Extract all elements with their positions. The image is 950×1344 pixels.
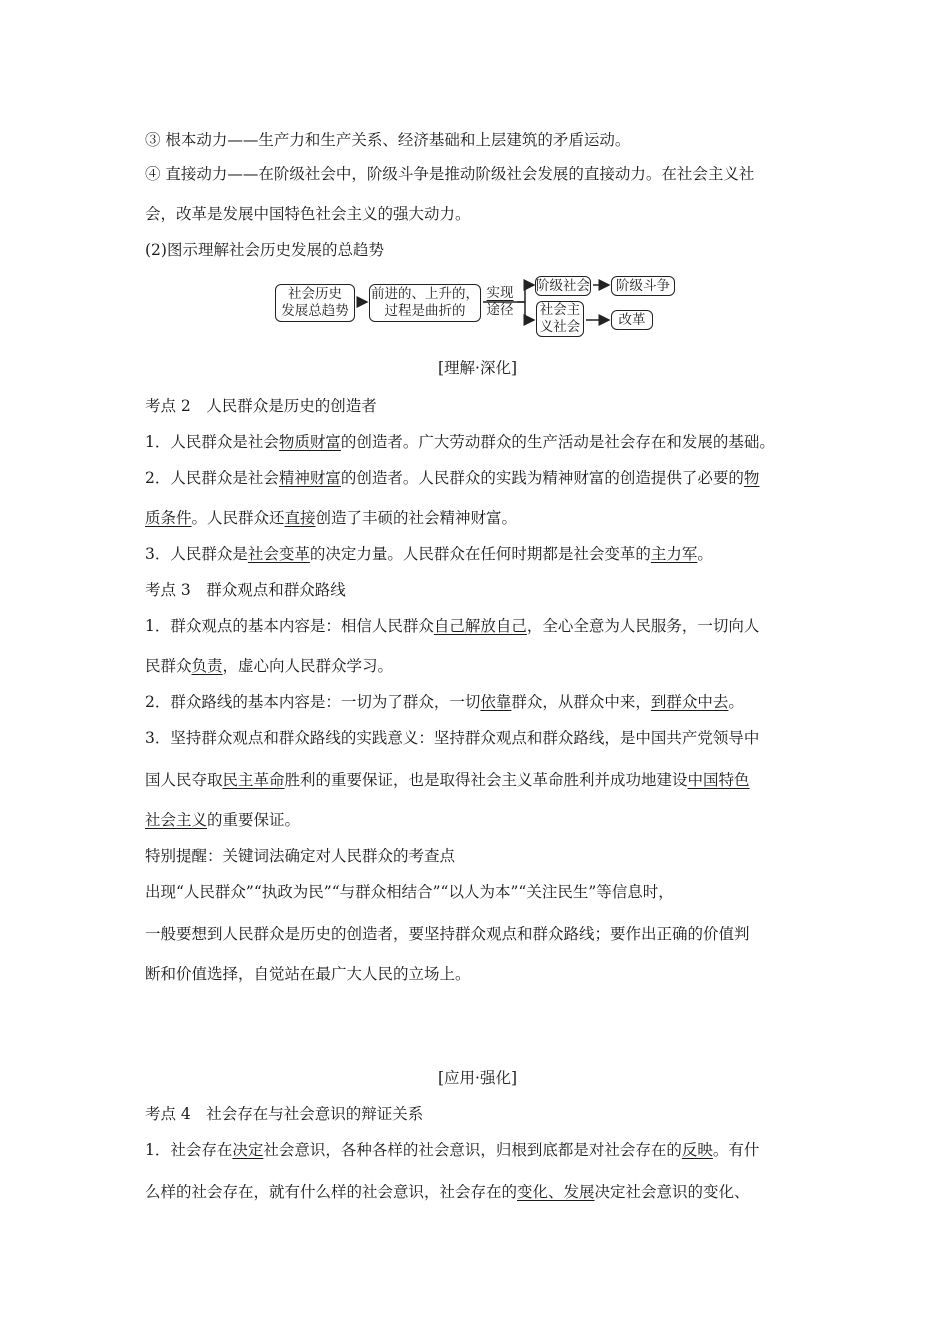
text: 的决定力量。人民群众在任何时期都是社会变革的	[309, 545, 651, 563]
text: ，虚心向人民群众学习。	[222, 657, 394, 675]
text: ④ 直接动力——在阶级社会中，阶级斗争是推动阶级社会发展的直接动力。在社会主义社	[145, 165, 755, 183]
tip-line-3	[145, 964, 471, 984]
underlined-term: 社会主义	[145, 811, 208, 829]
branch-line	[517, 285, 529, 320]
underlined-term: 变化、发展	[517, 1183, 595, 1201]
text: 阶级斗争	[616, 277, 670, 294]
text: 2．群众路线的基本内容是：一切为了群众，一切	[145, 693, 481, 711]
text: 社会意识，各种各样的社会意识，归根到底都是对社会存在的	[263, 1141, 682, 1159]
underlined-term: 质条件	[145, 509, 192, 527]
section-heading-apply	[145, 1068, 810, 1088]
box-social-history-trend	[275, 284, 355, 322]
text: 国人民夺取	[145, 771, 223, 789]
underlined-term: 自己解放自己	[433, 617, 527, 635]
text: 会，改革是发展中国特色社会主义的强大动力。	[145, 205, 471, 223]
text: 途径	[486, 302, 514, 318]
text: 出现“人民群众”“执政为民”“与群众相结合”“以人为本”“关注民生”等信息时，	[145, 883, 674, 901]
text: 的创造者。广大劳动群众的生产活动是社会存在和发展的基础。	[340, 433, 775, 451]
kp3-item-3-cont2	[145, 810, 300, 830]
text: 1．社会存在	[145, 1141, 233, 1159]
kp3-item-1-cont	[145, 656, 393, 676]
text: 社会主	[539, 302, 581, 318]
text: 考点 2 人民群众是历史的创造者	[145, 397, 377, 415]
underlined-term: 物	[743, 469, 760, 487]
underlined-term: 直接	[284, 509, 316, 527]
text: 前进的、上升的，	[371, 286, 479, 302]
kp4-item-1	[145, 1140, 759, 1160]
text: 么样的社会存在，就有什么样的社会意识，社会存在的	[145, 1183, 518, 1201]
kp3-title	[145, 580, 346, 600]
underlined-term: 依靠	[480, 693, 512, 711]
text: 胜利的重要保证，也是取得社会主义革命胜利并成功地建设	[284, 771, 688, 789]
kp3-item-2	[145, 692, 744, 712]
box-reform	[611, 310, 653, 330]
text: 的创造者。人民群众的实践为精神财富的创造提供了必要的	[340, 469, 744, 487]
underlined-term: 主力军	[650, 545, 698, 563]
text: [理解·深化]	[437, 359, 518, 377]
box-progress-twists	[369, 284, 481, 322]
text: 义社会	[539, 319, 581, 335]
tip-title	[145, 846, 455, 866]
underlined-term: 决定	[232, 1141, 264, 1159]
text: 一般要想到人民群众是历史的创造者，要坚持群众观点和群众路线；要作出正确的价值判	[145, 925, 750, 943]
text: 实现	[486, 285, 514, 301]
text: 1．群众观点的基本内容是：相信人民群众	[145, 617, 434, 635]
kp3-item-3-cont	[145, 770, 750, 790]
kp3-item-3	[145, 728, 759, 748]
text: 。	[728, 693, 744, 711]
underlined-term: 精神财富	[278, 469, 341, 487]
kp2-item-2-cont	[145, 508, 517, 528]
kp2-title	[145, 396, 377, 416]
text: 考点 4 社会存在与社会意识的辩证关系	[145, 1105, 424, 1123]
text: 的重要保证。	[207, 811, 301, 829]
text: [应用·强化]	[437, 1069, 518, 1087]
kp2-item-3	[145, 544, 713, 564]
text: 2．人民群众是社会	[145, 469, 279, 487]
text: 断和价值选择，自觉站在最广大人民的立场上。	[145, 965, 471, 983]
text: 3．坚持群众观点和群众路线的实践意义：坚持群众观点和群众路线，是中国共产党领导中	[145, 729, 760, 747]
kp2-item-1	[145, 432, 775, 452]
text: 社会历史	[288, 286, 342, 302]
text: 1．人民群众是社会	[145, 433, 279, 451]
box-socialist-society	[536, 301, 584, 337]
underlined-term: 中国特色	[687, 771, 750, 789]
underlined-term: 民主革命	[222, 771, 285, 789]
underlined-term: 到群众中去	[650, 693, 729, 711]
text: 群众，从群众中来，	[511, 693, 651, 711]
kp3-item-1	[145, 616, 759, 636]
text: 。有什	[712, 1141, 760, 1159]
tip-line-2	[145, 924, 750, 944]
text: ，全心全意为人民服务，一切向人	[526, 617, 760, 635]
underlined-term: 物质财富	[278, 433, 341, 451]
text: 发展总趋势	[281, 303, 349, 319]
section-heading-understand	[145, 358, 810, 378]
label-realization-path	[483, 285, 517, 319]
underlined-term: 社会变革	[247, 545, 310, 563]
text: 创造了丰硕的社会精神财富。	[315, 509, 518, 527]
kp4-title	[145, 1104, 423, 1124]
text: 。人民群众还	[191, 509, 285, 527]
text: 阶级社会	[536, 277, 590, 294]
text: 过程是曲折的	[384, 303, 466, 319]
text: (2)图示理解社会历史发展的总趋势	[145, 241, 384, 259]
kp2-item-2	[145, 468, 759, 488]
text: 民群众	[145, 657, 192, 675]
kp4-item-1-cont	[145, 1182, 750, 1202]
text: 改革	[618, 311, 646, 328]
text: 。	[697, 545, 713, 563]
box-class-struggle	[611, 276, 675, 296]
tip-line-1	[145, 882, 674, 902]
underlined-term: 反映	[681, 1141, 713, 1159]
text: 特别提醒：关键词法确定对人民群众的考查点	[145, 847, 456, 865]
underlined-term: 负责	[191, 657, 223, 675]
box-class-society	[535, 276, 591, 296]
text: 决定社会意识的变化、	[594, 1183, 750, 1201]
text: 3．人民群众是	[145, 545, 248, 563]
text: 考点 3 群众观点和群众路线	[145, 581, 346, 599]
text: ③ 根本动力——生产力和生产关系、经济基础和上层建筑的矛盾运动。	[145, 131, 631, 149]
